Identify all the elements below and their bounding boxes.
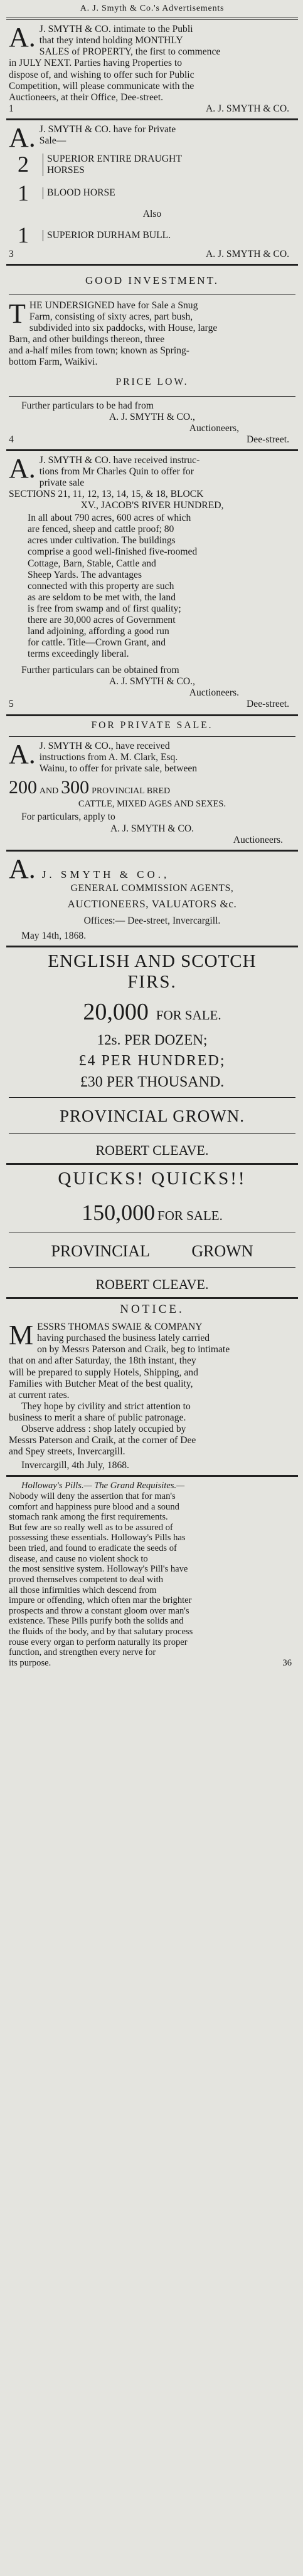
text-line: subdivided into six paddocks, with House, large [29, 323, 218, 334]
text-line: terms exceedingly liberal. [28, 649, 129, 660]
ad-heading: NOTICE. [120, 1303, 184, 1317]
text-line: Barn, and other buildings thereon, three [9, 334, 165, 345]
text-line: Families with Butcher Meat of the best quality, [9, 1378, 193, 1389]
text-line: in JULY NEXT. Parties having Properties to [9, 58, 183, 69]
signature-row [9, 249, 295, 260]
divider [6, 850, 298, 852]
ad-commission-agents [9, 855, 295, 942]
ad-horses-intro [9, 124, 295, 147]
text-line: possessing these essentials. Holloway's Pills has [9, 1533, 186, 1543]
text-line: ESSRS THOMAS SWAIE & COMPANY [37, 1322, 203, 1333]
text-line: Holloway's Pills.— The Grand Requisites.— [21, 1481, 185, 1491]
text-line: SALES of PROPERTY, the first to commence [39, 46, 221, 58]
item-description [43, 154, 182, 176]
text-line: at current rates. [9, 1389, 70, 1400]
item-horses [9, 152, 295, 178]
item-count: 1 [18, 222, 29, 248]
signature: A. J. SMYTH & CO. [110, 823, 194, 834]
text-line: land adjoining, affording a good run [28, 626, 169, 637]
firm-line-2: GENERAL COMMISSION AGENTS, [70, 882, 234, 894]
ad-notice-body [9, 1322, 295, 1457]
ad-holloways-pills [9, 1481, 295, 1668]
signature-row [9, 434, 295, 446]
ad-quicks [9, 1169, 295, 1292]
text-line: J. SMYTH & CO., have received [39, 740, 170, 751]
ad-holloway-body [9, 1481, 295, 1658]
ad-number: 36 [282, 1657, 292, 1668]
text-line: the most sensitive system. Holloway's Pill's have [9, 1564, 188, 1575]
text-line: prospects and throw a constant gloom over man's [9, 1605, 189, 1616]
sections-heading-2: XV., JACOB'S RIVER HUNDRED, [80, 500, 224, 511]
text-line: and Spey streets, Invercargill. [9, 1446, 125, 1457]
text-line: for cattle. Title—Crown Grant, and [28, 637, 166, 649]
text-line: acres under cultivation. The buildings [28, 535, 176, 546]
divider [9, 1267, 295, 1268]
cattle-count-line [9, 777, 295, 799]
drop-cap-m: M [9, 1320, 34, 1351]
text-line: comfort and happiness pure blood and a sound [9, 1501, 179, 1512]
offices: Offices:— Dee-street, Invercargill. [83, 915, 221, 926]
text-line: stomach rank among the first requirements. [9, 1512, 168, 1523]
item-description: SUPERIOR DURHAM BULL. [43, 230, 171, 241]
firs-quantity-line [9, 998, 295, 1026]
ad-number: 4 [9, 434, 14, 445]
divider [6, 946, 298, 947]
text-line: will be prepared to supply Hotels, Shipping, and [9, 1367, 198, 1378]
text-line: that they intend holding MONTHLY [39, 35, 183, 46]
agents-line-1 [9, 855, 295, 883]
signature-role: Auctioneers. [189, 687, 239, 699]
ad-private-sale-cattle [9, 720, 295, 846]
firs-quantity: 20,000 [83, 998, 149, 1025]
signature-row [9, 103, 295, 115]
firm-line-3: AUCTIONEERS, VALUATORS &c. [67, 897, 237, 910]
divider [9, 1133, 295, 1134]
cattle-description: CATTLE, MIXED AGES AND SEXES. [78, 798, 226, 809]
place: Dee-street. [247, 699, 289, 710]
divider [9, 396, 295, 397]
date: Invercargill, 4th July, 1868. [21, 1460, 129, 1471]
text-line: the fluids of the body, and by that salutary process [9, 1627, 193, 1637]
ad-heading: QUICKS! QUICKS!! [58, 1169, 247, 1189]
text-line: there are 30,000 acres of Government [28, 614, 176, 625]
ad-heading: GOOD INVESTMENT. [85, 274, 219, 287]
divider [6, 1475, 298, 1477]
ad-sections-body [9, 513, 295, 660]
signature-role: Auctioneers. [233, 834, 283, 845]
text-line: rouse every organ to perform naturally its proper [9, 1637, 188, 1647]
ad-heading: ENGLISH AND SCOTCH [48, 951, 257, 971]
ad-cattle-intro [9, 738, 295, 774]
text-line: Messrs Paterson and Craik, at the corner of Dee [9, 1435, 196, 1446]
grown-word: GROWN [191, 1241, 253, 1260]
further-particulars: Further particulars to be had from [21, 400, 154, 411]
divider [6, 1163, 298, 1165]
divider [6, 714, 298, 716]
further-particulars: Further particulars can be obtained from [21, 665, 179, 676]
drop-cap-a: A. [9, 853, 36, 884]
provincial-grown [9, 1242, 295, 1261]
provincial-grown: PROVINCIAL GROWN. [60, 1107, 245, 1126]
text-line: dispose of, and wishing to offer such for Public [9, 69, 194, 80]
price-hundred: £4 PER HUNDRED; [78, 1052, 226, 1069]
text-line: business to merit a share of public patronage. [9, 1412, 186, 1423]
drop-cap-t: T [9, 298, 26, 329]
apply-to: For particulars, apply to [21, 811, 115, 823]
cattle-count-low: 200 [9, 776, 37, 798]
item-count: 2 [18, 151, 29, 177]
signature: A. J. SMYTH & CO. [206, 249, 289, 260]
item-blood-horse [9, 180, 295, 207]
divider [6, 118, 298, 120]
text-line: Wainu, to offer for private sale, between [39, 763, 198, 774]
item-description: BLOOD HORSE [43, 187, 115, 199]
ad-heading-2: FIRS. [127, 972, 177, 993]
signature: A. J. SMYTH & CO., [109, 411, 195, 422]
drop-cap-a: A. [9, 452, 36, 484]
text-line: HORSES [47, 164, 85, 175]
text-line: are fenced, sheep and cattle proof; 80 [28, 524, 174, 535]
ad-monthly-sales-body [9, 24, 295, 103]
signature: A. J. SMYTH & CO., [109, 676, 195, 687]
quicks-quantity-line [9, 1200, 295, 1226]
closing-words: its purpose. [9, 1657, 51, 1668]
divider [6, 264, 298, 266]
ad-investment-body [9, 300, 295, 368]
text-line: Cottage, Barn, Stable, Cattle and [28, 558, 156, 569]
provincial-word: PROVINCIAL [51, 1241, 150, 1260]
ad-firs [9, 951, 295, 1158]
text-line: as are seldom to be met with, the land [28, 592, 176, 603]
ad-monthly-sales [9, 24, 295, 115]
ad-sections-sale [9, 452, 295, 711]
text-line: on by Messrs Paterson and Craik, beg to intimate [37, 1344, 230, 1355]
divider [9, 1097, 295, 1098]
drop-cap-a: A. [9, 738, 36, 769]
drop-cap-a: A. [9, 22, 36, 53]
text-line: Auctioneers, at their Office, Dee-street. [9, 91, 164, 103]
text-line: Sheep Yards. The advantages [28, 569, 142, 580]
text-line: J. SMYTH & CO. have for Private [39, 123, 176, 135]
text-line: J. SMYTH & CO. have received instruc- [39, 454, 200, 466]
item-count: 1 [18, 180, 29, 206]
text-line: that on and after Saturday, the 18th instant, they [9, 1355, 196, 1367]
divider [9, 736, 295, 737]
ad-sections-intro [9, 452, 295, 489]
ad-number: 1 [9, 103, 14, 114]
date: May 14th, 1868. [21, 930, 87, 941]
text-line: connected with this property are such [28, 580, 174, 592]
text-line: and a-half miles from town; known as Spring- [9, 345, 189, 357]
drop-cap-a: A. [9, 122, 36, 153]
text-line: having purchased the business lately carried [37, 1333, 210, 1344]
text-line: They hope by civility and strict attention to [21, 1400, 191, 1412]
and-word: AND [39, 786, 59, 796]
cattle-label: PROVINCIAL BRED [92, 786, 171, 796]
cattle-count-high: 300 [61, 776, 90, 798]
quicks-quantity: 150,000 [82, 1199, 156, 1225]
price-thousand: £30 PER THOUSAND. [80, 1073, 225, 1090]
price-dozen: 12s. PER DOZEN; [97, 1032, 208, 1048]
seller-name: ROBERT CLEAVE. [95, 1276, 209, 1292]
ad-number: 5 [9, 699, 14, 710]
text-line: Sale— [39, 135, 66, 146]
for-sale: FOR SALE. [157, 1207, 223, 1223]
ad-notice [9, 1303, 295, 1471]
seller-name: ROBERT CLEAVE. [95, 1142, 209, 1158]
item-bull [9, 222, 295, 249]
text-line: function, and strengthen every nerve for [9, 1647, 156, 1658]
ad-private-sale-horses [9, 124, 295, 260]
ad-subheading: PRICE LOW. [115, 377, 189, 388]
ad-number: 3 [9, 249, 14, 260]
text-line: impure or offending, which often mar the brighter [9, 1595, 192, 1606]
text-line: SUPERIOR ENTIRE DRAUGHT [47, 153, 182, 164]
page-header: A. J. Smyth & Co.'s Advertisements [80, 4, 225, 13]
divider [6, 18, 298, 20]
divider [6, 1297, 298, 1299]
text-line: private sale [39, 477, 85, 488]
signature-role: Auctioneers, [189, 422, 239, 434]
text-line: comprise a good well-finished five-roomed [28, 546, 198, 558]
firm-name: J. SMYTH & CO., [41, 868, 170, 880]
text-line: HE UNDERSIGNED have for Sale a Snug [29, 300, 198, 311]
text-line: J. SMYTH & CO. intimate to the Publi [39, 24, 193, 35]
text-line: Competition, will please communicate with the [9, 80, 194, 91]
place: Dee-street. [247, 434, 289, 445]
also-label: Also [142, 209, 162, 220]
ad-heading: FOR PRIVATE SALE. [91, 719, 213, 731]
text-line: instructions from A. M. Clark, Esq. [39, 751, 178, 763]
for-sale: FOR SALE. [156, 1007, 221, 1023]
text-line: Farm, consisting of sixty acres, part bush, [29, 311, 193, 323]
text-line: all those infirmities which descend from [9, 1585, 157, 1595]
divider [6, 449, 298, 451]
text-line: But few are so really well as to be assured of [9, 1522, 173, 1533]
text-line: Nobody will deny the assertion that for man's [9, 1491, 176, 1501]
text-line: proved themselves competent to deal with [9, 1574, 163, 1585]
text-line: In all about 790 acres, 600 acres of which [28, 513, 191, 524]
text-line: tions from Mr Charles Quin to offer for [39, 466, 194, 477]
signature-row [9, 699, 295, 710]
signature: A. J. SMYTH & CO. [206, 103, 289, 114]
text-line: disease, and cause no violent shock to [9, 1553, 148, 1564]
text-line: is free from swamp and of first quality; [28, 603, 181, 614]
holloway-footer [9, 1658, 295, 1669]
text-line: Observe address : shop lately occupied by [21, 1423, 186, 1434]
sections-heading: SECTIONS 21, 11, 12, 13, 14, 15, & 18, BLOCK [9, 489, 204, 500]
text-line: existence. These Pills purify both the solids and [9, 1616, 184, 1627]
text-line: been tried, and found to eradicate the seeds of [9, 1543, 177, 1553]
ad-good-investment [9, 274, 295, 446]
text-line: bottom Farm, Waikivi. [9, 357, 98, 368]
